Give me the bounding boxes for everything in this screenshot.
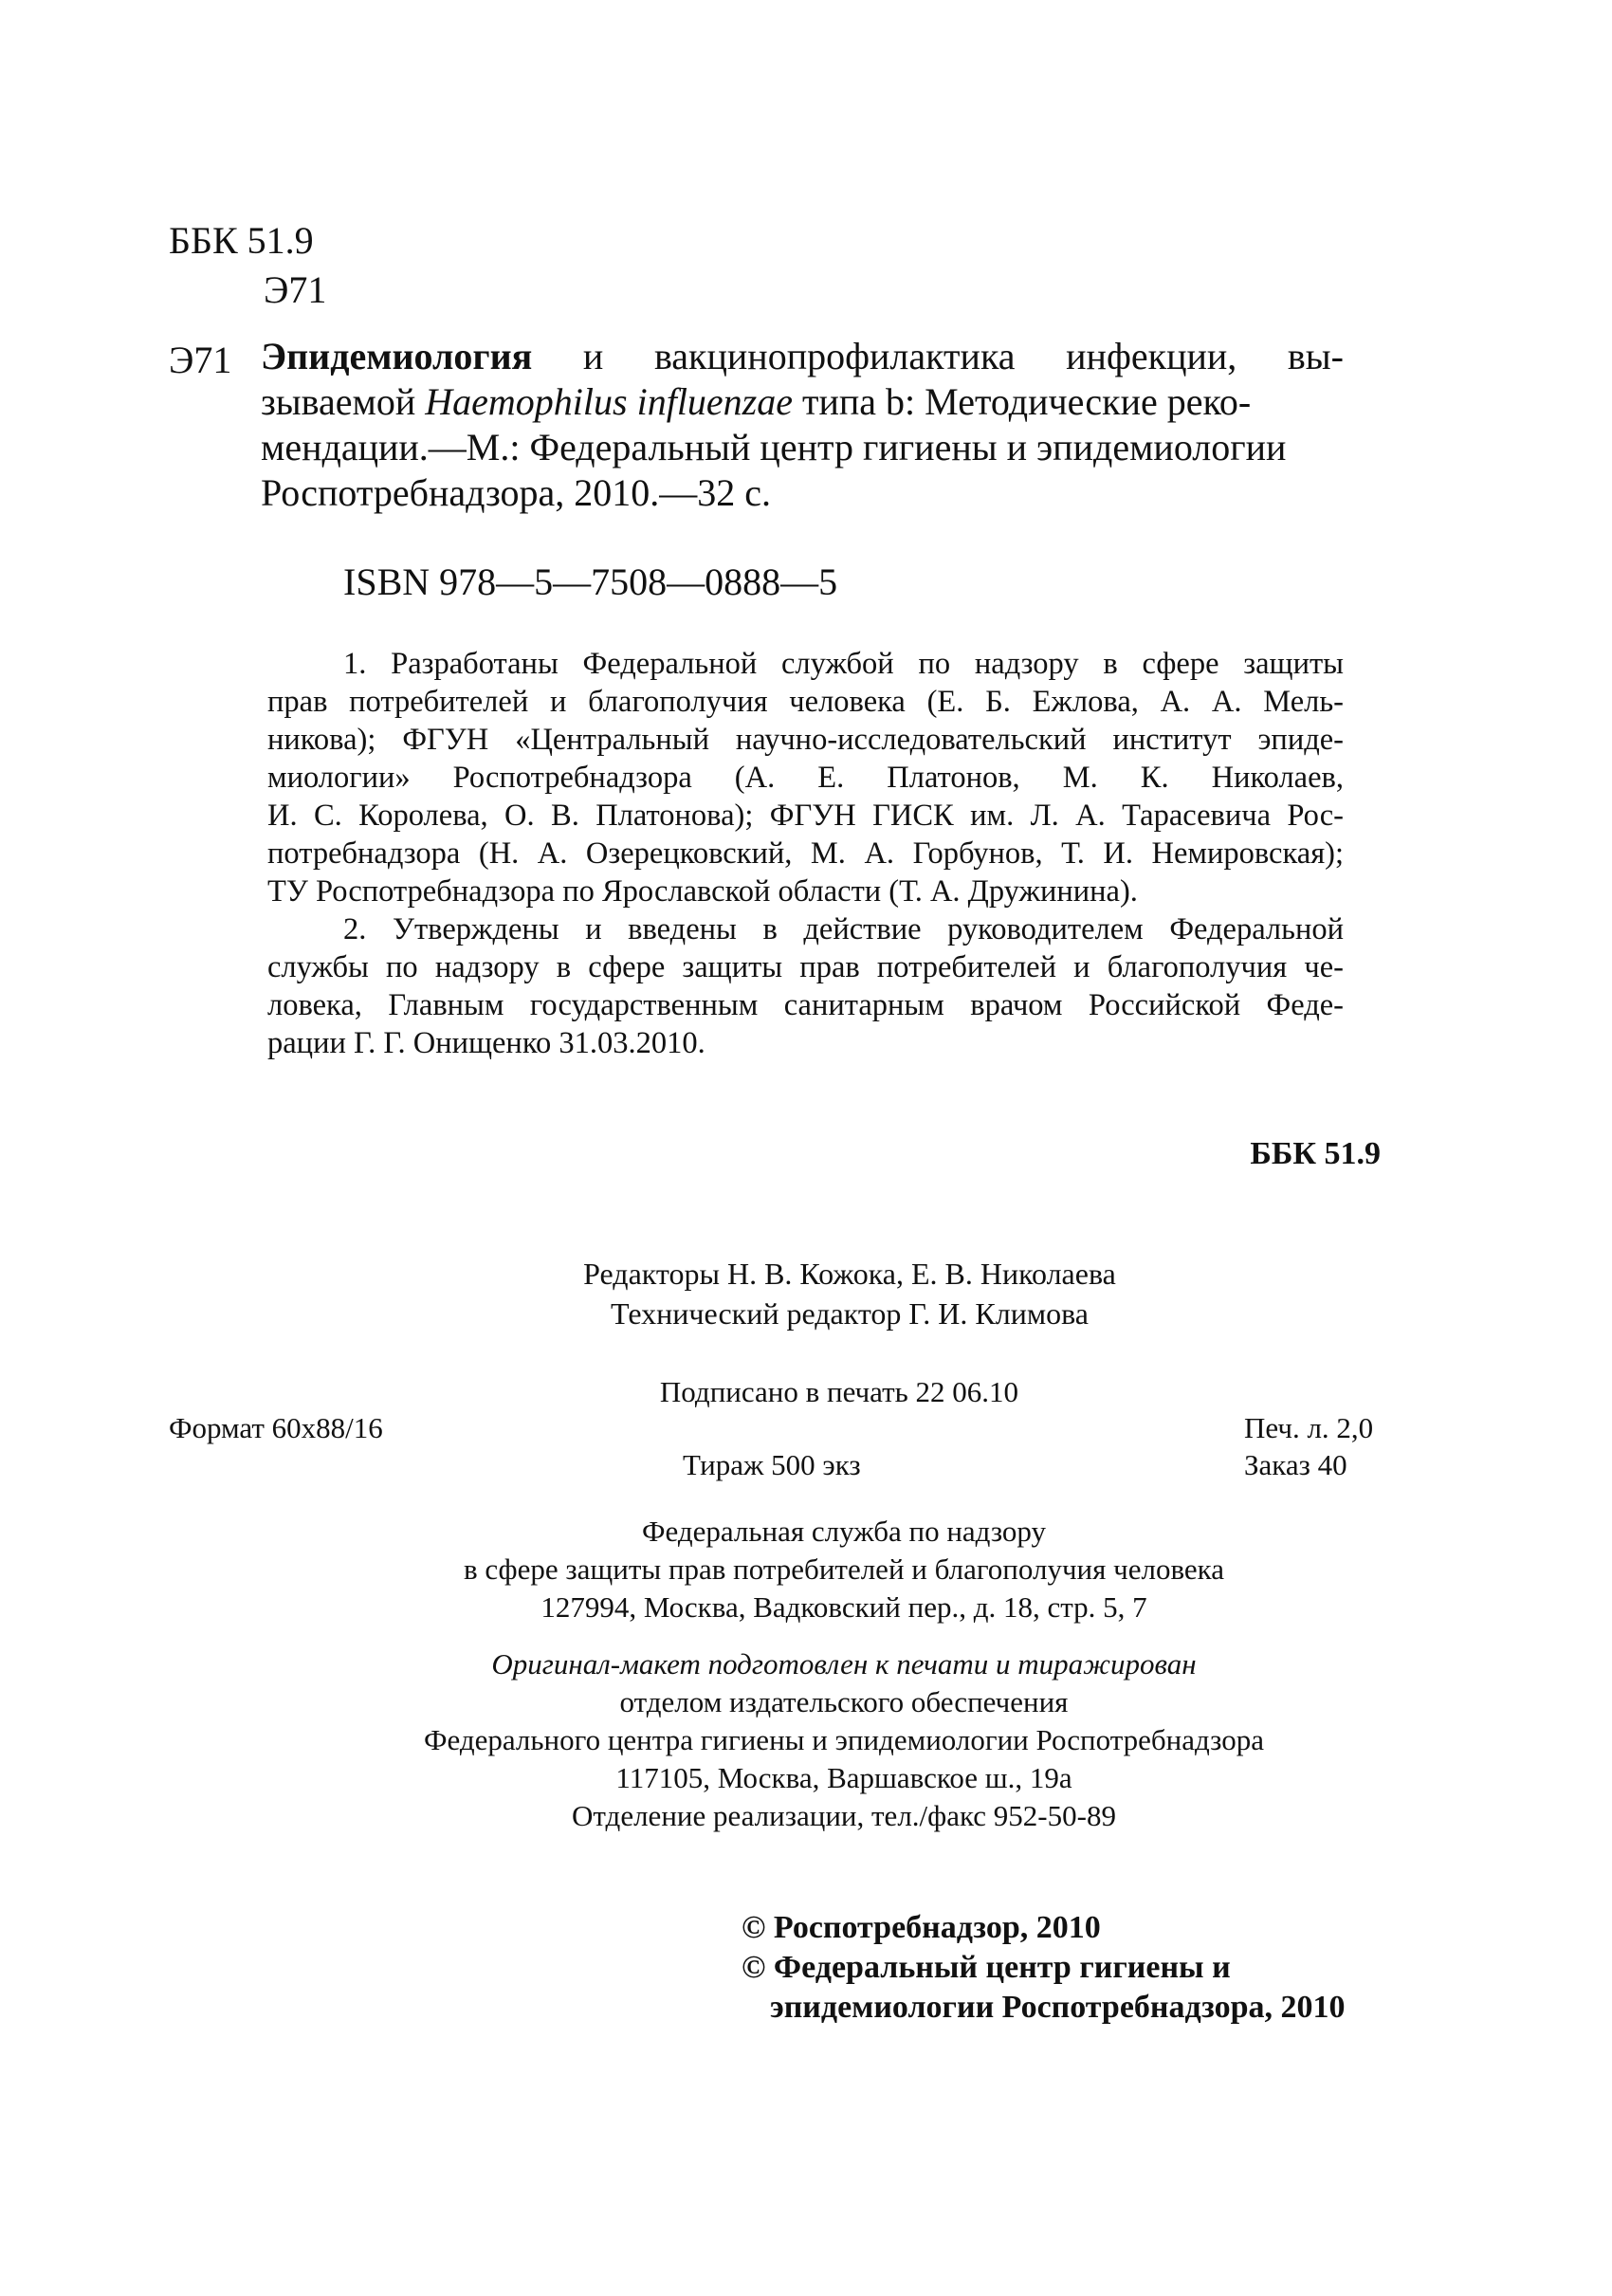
bbk-classification: ББК 51.9 [169,219,314,262]
note-2-line: службы по надзору в сфере защиты прав потребителей и благополучия че- [267,950,1344,984]
entry-line-4: Роспотребнадзора, 2010.—32 с. [261,471,772,514]
note-1-line: миологии» Роспотребнадзора (А. Е. Платонов, М. К. Николаев, [267,761,1344,795]
publisher-block [0,1513,1612,1626]
entry-author-code: Э71 [169,339,232,381]
circulation: Тираж 500 экз [683,1448,861,1481]
publisher-line: Федеральная служба по надзору [642,1515,1046,1548]
printer-line: Федерального центра гигиены и эпидемиологии Роспотребнадзора [424,1723,1264,1756]
publisher-line: в сфере защиты прав потребителей и благополучия человека [463,1552,1225,1586]
bibliographic-entry [261,334,1344,516]
entry-line-2 [261,379,1344,425]
author-code: Э71 [264,268,327,311]
entry-line-2-post: типа b: Методические реко- [793,380,1252,423]
note-2-line: 2. Утверждены и введены в действие руководителем Федеральной [343,912,1344,946]
format: Формат 60х88/16 [169,1411,383,1444]
printer-block [0,1645,1612,1835]
signed-to-print: Подписано в печать 22 06.10 [659,1375,1019,1408]
printer-line: 117105, Москва, Варшавское ш., 19а [615,1761,1072,1794]
entry-line-1 [261,334,1344,379]
copyright-line: © Роспотребнадзор, 2010 [742,1910,1101,1945]
print-sheets: Печ. л. 2,0 [1244,1411,1374,1444]
entry-title-rest: и вакцинопрофилактика инфекции, вы- [532,335,1344,377]
signed-to-print-row [0,1373,1612,1411]
notes [267,645,1344,1062]
bbk-classification-right: ББК 51.9 [1250,1136,1381,1171]
note-1-line: прав потребителей и благополучия человека (Е. Б. Ежлова, А. А. Мель- [267,685,1344,719]
note-1-line: ТУ Роспотребнадзора по Ярославской области (Т. А. Дружинина). [267,874,1138,909]
printer-line: отделом издательского обеспечения [619,1685,1069,1718]
publisher-line: 127994, Москва, Вадковский пер., д. 18, стр. 5, 7 [540,1590,1147,1624]
note-1-line: И. С. Королева, О. В. Платонова); ФГУН ГИСК им. Л. А. Тарасевича Рос- [267,799,1344,833]
copyright-block [742,1908,1346,2028]
entry-title-bold: Эпидемиология [261,335,533,377]
editors: Редакторы Н. В. Кожока, Е. В. Николаева [583,1257,1116,1291]
note-2-line: рации Г. Г. Онищенко 31.03.2010. [267,1026,705,1060]
copyright-line: © Федеральный центр гигиены и [742,1950,1231,1985]
entry-line-2-pre: зываемой [261,380,426,423]
order-number: Заказ 40 [1244,1448,1347,1481]
isbn: ISBN 978—5—7508—0888—5 [343,560,838,603]
editors-block [0,1254,1612,1333]
note-1-line: никова); ФГУН «Центральный научно-исследовательский институт эпиде- [267,723,1344,757]
printer-line: Отделение реализации, тел./факс 952-50-89 [572,1799,1116,1832]
note-1-line: потребнадзора (Н. А. Озерецковский, М. А. Горбунов, Т. И. Немировская); [267,836,1344,871]
technical-editor: Технический редактор Г. И. Климова [611,1296,1089,1331]
entry-species-name: Haemophilus influenzae [425,380,793,423]
entry-line-3: мендации.—М.: Федеральный центр гигиены и эпидемиологии [261,426,1287,468]
printer-line: Оригинал-макет подготовлен к печати и тиражирован [491,1647,1197,1681]
note-2-line: ловека, Главным государственным санитарным врачом Российской Феде- [267,988,1344,1022]
note-1-line: 1. Разработаны Федеральной службой по надзору в сфере защиты [343,647,1344,681]
copyright-line: эпидемиологии Роспотребнадзора, 2010 [770,1990,1346,2025]
